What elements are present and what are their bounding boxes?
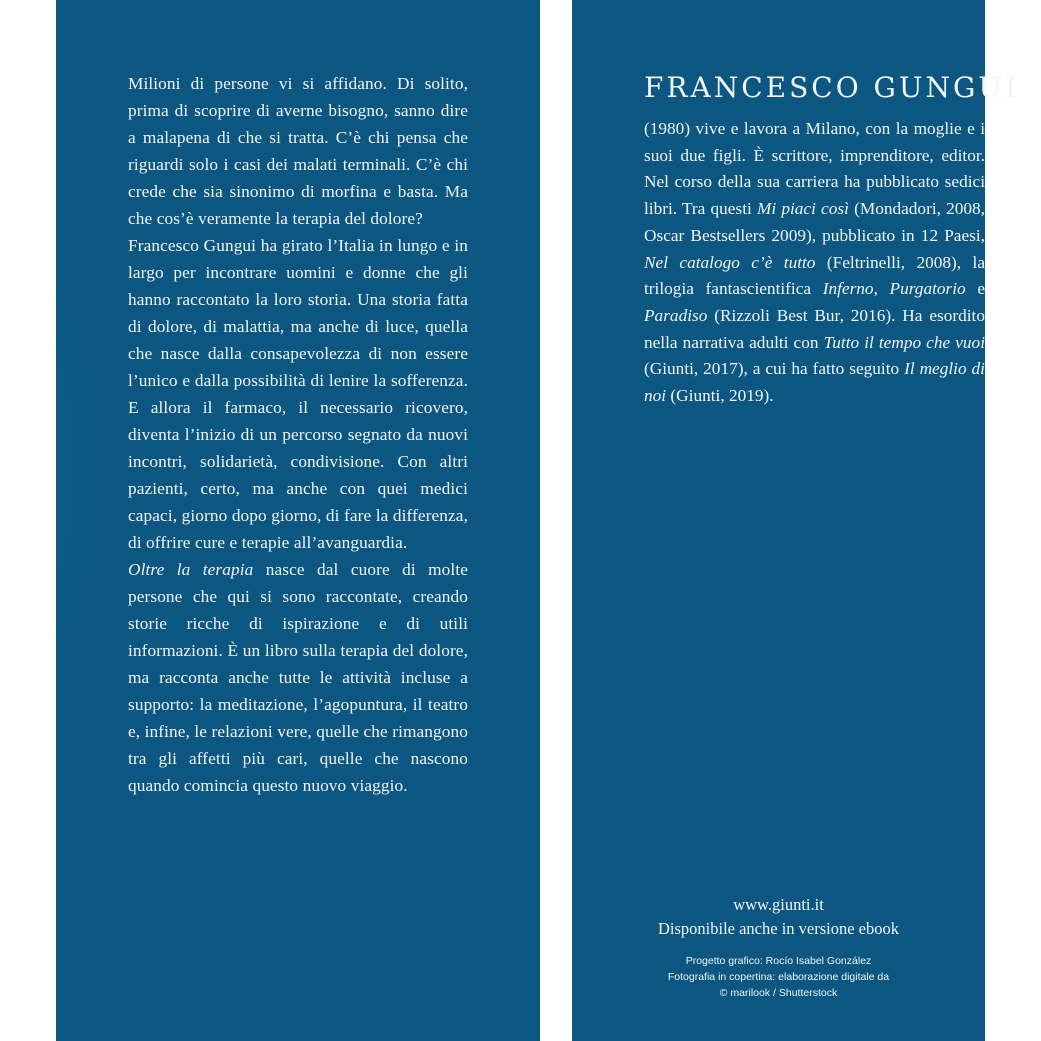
bio-book-title: Nel catalogo c’è tutto [644, 252, 816, 272]
author-name: FRANCESCO GUNGUI [644, 71, 1020, 104]
bio-text: (Giunti, 2017), a cui ha fatto seguito [644, 359, 905, 379]
bio-text: e [965, 279, 985, 299]
bio-text: (Mondadori, 2008, Oscar Bestsellers 2009), pubblicato in 12 Paesi, [644, 199, 985, 245]
bio-book-title: Paradiso [644, 305, 708, 325]
blurb-text: nasce dal cuore di molte persone che qui si sono raccontate, creando storie ricche di ispirazione e di utili informazioni. È un libro sulla terapia del dolore, ma racconta anche tutte le attività incluse a supporto: la meditazione, l’agopuntura, il teatro e, infine, le relazioni vere, quelle che rimangono tra gli affetti più cari, quelle che nascono quando comincia questo nuovo viaggio. [128, 560, 468, 795]
back-flap-right [572, 0, 1020, 1041]
author-bio [644, 116, 985, 410]
copyright-credit: © marilook / Shutterstock [719, 987, 838, 999]
blurb-paragraph [128, 70, 468, 232]
book-blurb [128, 70, 468, 799]
bio-text: (Feltrinelli, 2008), la trilogia fantascientifica [644, 252, 985, 299]
bio-text: (Rizzoli Best Bur, 2016). Ha esordito nella narrativa adulti con [644, 305, 985, 352]
bio-text: (1980) vive e lavora a Milano, con la moglie e i suoi due figli. È scrittore, imprenditore, editor. Nel corso della sua carriera ha pubblicato sedici libri. Tra questi [644, 119, 985, 219]
bio-text: , [873, 279, 890, 299]
bio-text: (Giunti, 2019). [666, 386, 774, 406]
publisher-website: www.giunti.it [733, 895, 824, 914]
ebook-availability: Disponibile anche in versione ebook [657, 919, 900, 938]
blurb-paragraph [128, 556, 468, 799]
blurb-text: Milioni di persone vi si affidano. Di solito, prima di scoprire di averne bisogno, sanno dire a malapena di che si tratta. C’è chi pensa che riguardi solo i casi dei malati terminali. C’è chi crede che sia sinonimo di morfina e basta. Ma che cos’è veramente la terapia del dolore? [128, 74, 468, 228]
bio-book-title: Purgatorio [889, 279, 966, 299]
book-title-italic: Oltre la terapia [128, 560, 254, 579]
bio-book-title: Tutto il tempo che vuoi [823, 332, 985, 352]
blurb-paragraph [128, 232, 468, 556]
cover-photo-credit: Fotografia in copertina: elaborazione digitale da [667, 971, 890, 983]
graphic-design-credit: Progetto grafico: Rocío Isabel González [685, 955, 872, 967]
back-flap-left [56, 0, 540, 1041]
bio-book-title: Il meglio di noi [644, 359, 985, 406]
bio-book-title: Mi piaci così [756, 199, 849, 219]
blurb-text: Francesco Gungui ha girato l’Italia in lungo e in largo per incontrare uomini e donne che gli hanno raccontato la loro storia. Una storia fatta di dolore, di malattia, ma anche di luce, quella che nasce dalla consapevolezza di non essere l’unico e dalla possibilità di lenire la sofferenza. E allora il farmaco, il necessario ricovero, diventa l’inizio di un percorso segnato da nuovi incontri, solidarietà, condivisione. Con altri pazienti, certo, ma anche con quei medici capaci, giorno dopo giorno, di fare la differenza, di offrire cure e terapie all’avanguardia. [128, 236, 468, 552]
bio-book-title: Inferno [822, 279, 874, 299]
